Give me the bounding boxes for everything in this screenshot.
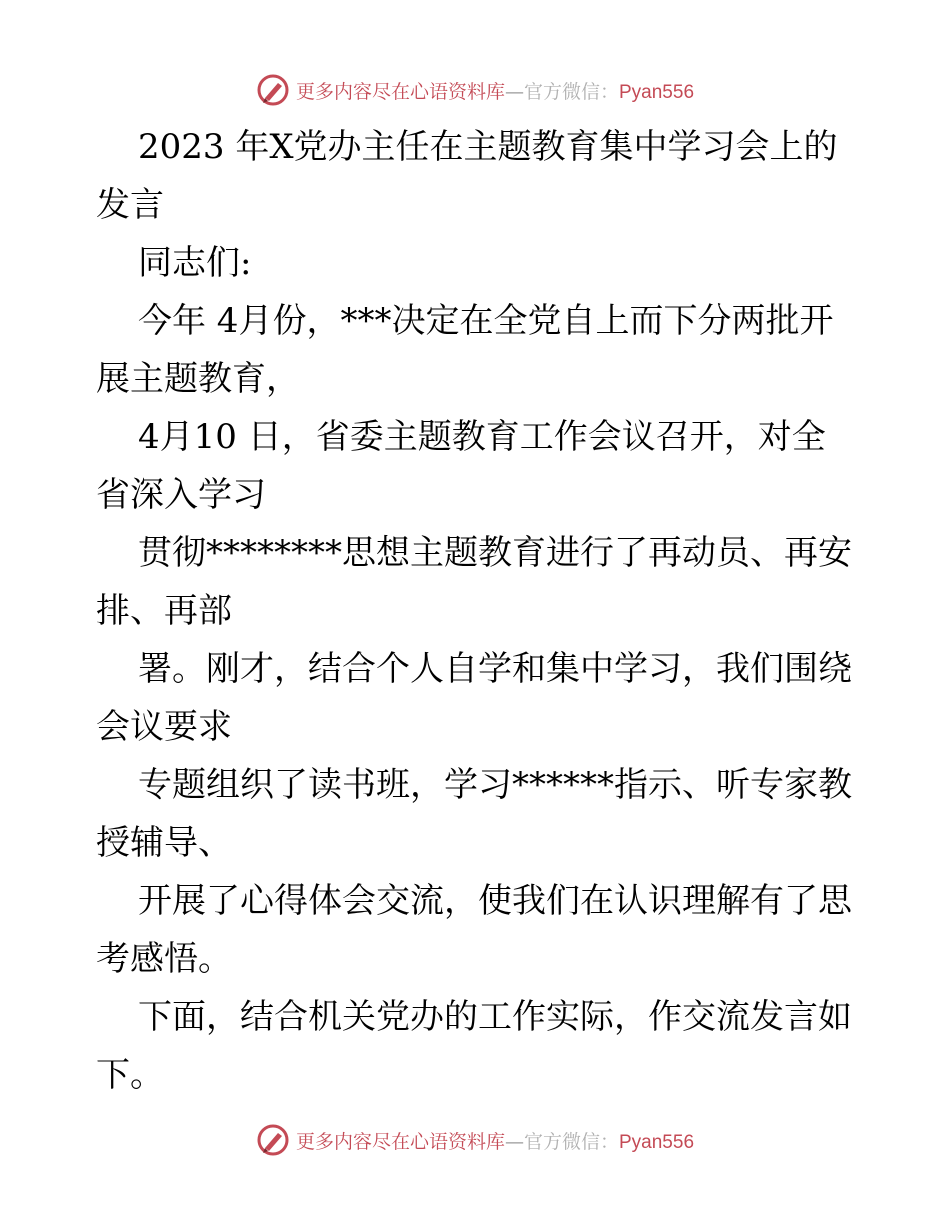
text-line: 会议要求 bbox=[96, 707, 232, 747]
text-line: 排、再部 bbox=[96, 591, 232, 631]
text-line: 省深入学习 bbox=[96, 475, 266, 515]
header-watermark bbox=[0, 72, 950, 108]
text-line: 下。 bbox=[96, 1055, 164, 1095]
watermark-dash: — bbox=[504, 1130, 524, 1153]
watermark-text bbox=[296, 1127, 694, 1154]
watermark-label: 官方微信： bbox=[523, 80, 619, 103]
text-line: 贯彻********思想主题教育进行了再动员、再安 bbox=[138, 533, 852, 573]
text-line: 授辅导、 bbox=[96, 823, 232, 863]
watermark-id: Pyan556 bbox=[619, 81, 695, 103]
watermark-inner bbox=[256, 73, 694, 107]
text-line: 署。刚才，结合个人自学和集中学习，我们围绕 bbox=[138, 649, 852, 689]
watermark-inner bbox=[256, 1123, 694, 1157]
watermark-text bbox=[296, 77, 694, 104]
watermark-id: Pyan556 bbox=[619, 1131, 695, 1153]
watermark-label: 官方微信： bbox=[523, 1130, 619, 1153]
pen-logo-icon bbox=[256, 1123, 290, 1157]
text-line: 下面，结合机关党办的工作实际，作交流发言如 bbox=[138, 997, 852, 1037]
text-line: 4月10 日，省委主题教育工作会议召开，对全 bbox=[138, 417, 826, 457]
watermark-prefix: 更多内容尽在心语资料库 bbox=[295, 1130, 505, 1153]
text-line: 考感悟。 bbox=[96, 939, 232, 979]
text-line: 专题组织了读书班，学习******指示、听专家教 bbox=[138, 765, 852, 805]
footer-watermark bbox=[0, 1122, 950, 1158]
text-line: 展主题教育， bbox=[96, 359, 300, 399]
pen-logo-icon bbox=[256, 73, 290, 107]
text-line: 发言 bbox=[96, 185, 164, 225]
watermark-prefix: 更多内容尽在心语资料库 bbox=[295, 80, 505, 103]
watermark-dash: — bbox=[504, 80, 524, 103]
document-body bbox=[96, 118, 856, 1104]
text-line: 2023 年X党办主任在主题教育集中学习会上的 bbox=[138, 127, 838, 167]
text-line: 今年 4月份，***决定在全党自上而下分两批开 bbox=[138, 301, 834, 341]
text-line: 开展了心得体会交流，使我们在认识理解有了思 bbox=[138, 881, 852, 921]
text-line: 同志们: bbox=[138, 243, 252, 283]
